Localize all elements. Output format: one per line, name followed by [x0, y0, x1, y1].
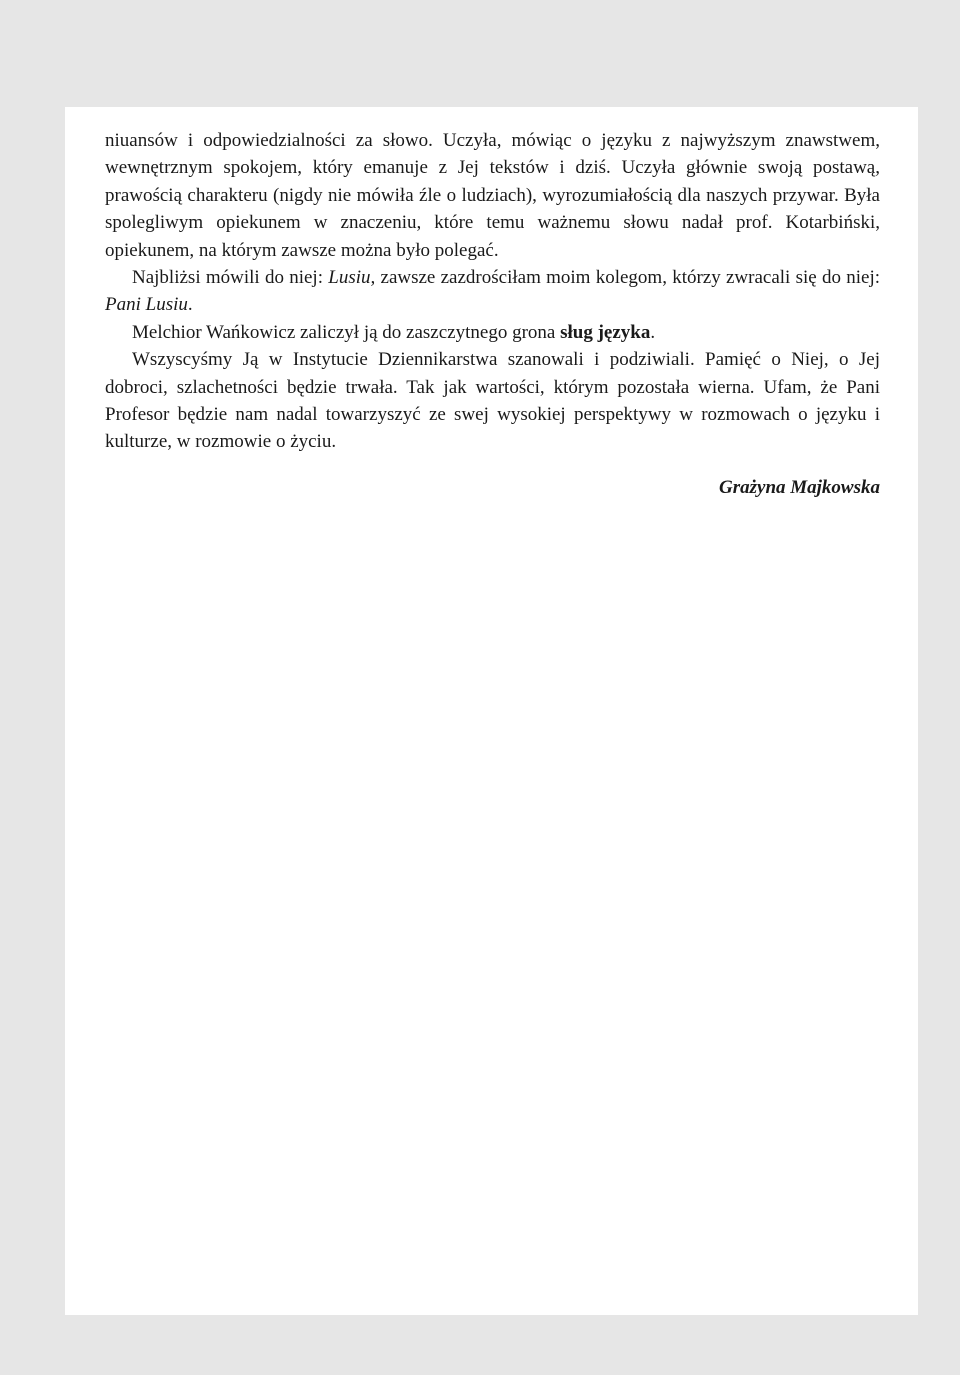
paragraph-4: Wszyscyśmy Ją w Instytucie Dziennikarstwa szanowali i podziwiali. Pamięć o Niej, o Jej dobroci, szlachetności będzie trwała. Tak jak wartości, którym pozostała wierna. Ufam, że Pani Profesor będzie nam nadal towarzyszyć ze swej wysokiej perspektywy w rozmowach o języku i kulturze, w rozmowie o życiu.: [105, 349, 880, 453]
author-signature: Grażyna Majkowska: [719, 477, 880, 498]
paragraph-2-italic-lusiu: Lusiu,: [328, 267, 376, 289]
paragraph-2-text-a: Najbliżsi mówili do niej:: [132, 267, 329, 289]
paragraph-2-italic-pani-lusiu: Pani Lusiu: [105, 294, 188, 316]
paragraph-3-bold-slug-jezyka: sług języka: [560, 321, 651, 343]
document-page: [65, 107, 918, 1315]
body-text: [105, 127, 880, 456]
paragraph-1: niuansów i odpowiedzialności za słowo. Uczyła, mówiąc o języku z najwyższym znawstwem, wewnętrznym spokojem, który emanuje z Jej tekstów i dziś. Uczyła głównie swoją postawą, prawością charakteru (nigdy nie mówiła źle o ludziach), wyrozumiałością dla naszych przywar. Była spolegliwym opiekunem w znaczeniu, które temu ważnemu słowu nadał prof. Kotarbiński, opiekunem, na którym zawsze można było polegać.: [105, 130, 880, 261]
paragraph-3: [105, 319, 880, 346]
paragraph-3-text-c: .: [650, 321, 656, 343]
paragraph-2: [105, 264, 880, 319]
paragraph-3-text-a: Melchior Wańkowicz zaliczył ją do zaszczytnego grona: [132, 321, 561, 343]
paragraph-2-text-c: zawsze zazdrościłam moim kolegom, którzy zwracali się do niej:: [375, 267, 880, 289]
paragraph-2-text-e: .: [187, 294, 193, 316]
